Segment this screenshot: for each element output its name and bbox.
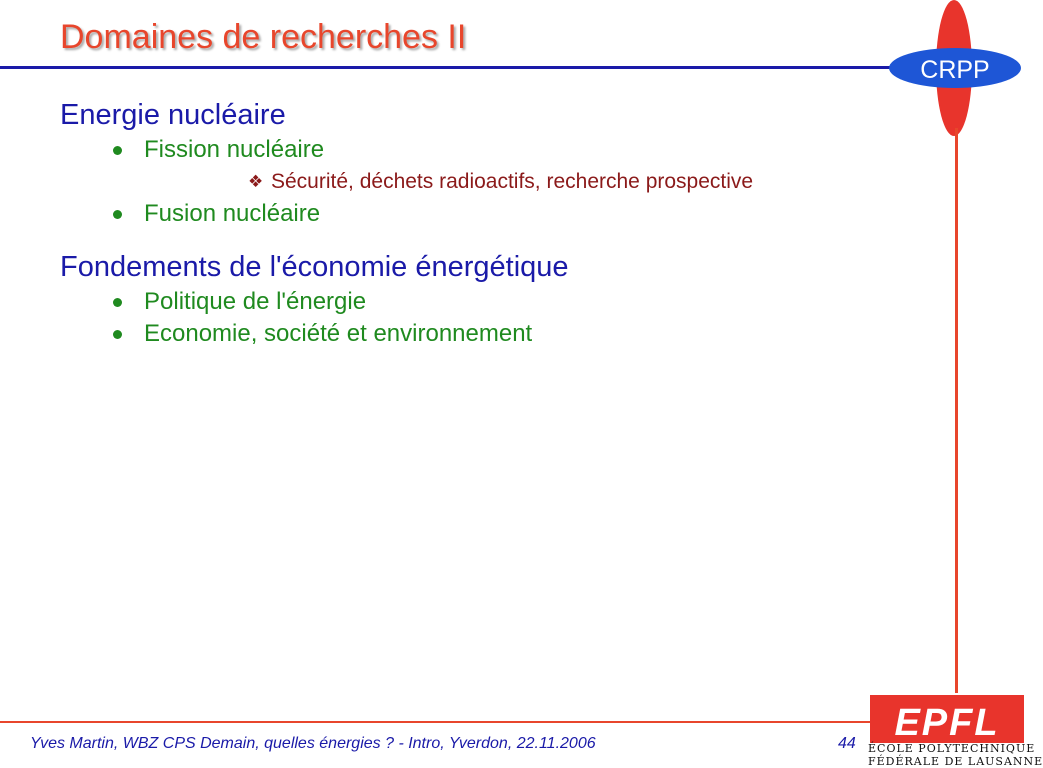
epfl-logo [870, 695, 1024, 745]
page-number: 44 [838, 735, 856, 752]
bullet-item [60, 286, 880, 318]
epfl-caption [868, 742, 1043, 768]
bullet-label: Economie, société et environnement [144, 320, 533, 347]
crpp-logo-text: CRPP [920, 56, 990, 84]
section-heading: Energie nucléaire [60, 99, 286, 131]
bullet-item [60, 134, 880, 198]
section-economie-energetique [60, 248, 880, 350]
bullet-dot-icon [113, 146, 122, 155]
sub-bullet-item [144, 166, 880, 198]
footer-text: Yves Martin, WBZ CPS Demain, quelles énergies ? - Intro, Yverdon, 22.11.2006 [30, 735, 596, 752]
epfl-caption-line: FÉDÉRALE DE LAUSANNE [868, 755, 1043, 768]
crpp-logo [888, 0, 1024, 140]
diamond-bullet-icon: ❖ [248, 172, 264, 191]
bullet-label: Politique de l'énergie [144, 288, 367, 315]
bullet-dot-icon [113, 210, 122, 219]
footer-divider [0, 721, 870, 723]
bullet-list [60, 134, 880, 230]
bullet-label: Fusion nucléaire [144, 200, 321, 227]
bullet-dot-icon [113, 330, 122, 339]
sub-bullet-list [144, 166, 880, 198]
bullet-label: Fission nucléaire [144, 136, 325, 163]
section-energie-nucleaire [60, 96, 880, 230]
slide-title: Domaines de recherches II [60, 18, 467, 56]
epfl-caption-line: ÉCOLE POLYTECHNIQUE [868, 742, 1036, 755]
bullet-item [60, 318, 880, 350]
section-heading: Fondements de l'économie énergétique [60, 251, 569, 283]
title-divider [0, 66, 900, 69]
epfl-logo-text: EPFL [894, 702, 1000, 744]
bullet-dot-icon [113, 298, 122, 307]
bullet-list [60, 286, 880, 350]
vertical-divider [955, 128, 958, 693]
slide-content [60, 96, 880, 368]
bullet-item [60, 198, 880, 230]
sub-bullet-label: Sécurité, déchets radioactifs, recherche prospective [271, 170, 754, 193]
